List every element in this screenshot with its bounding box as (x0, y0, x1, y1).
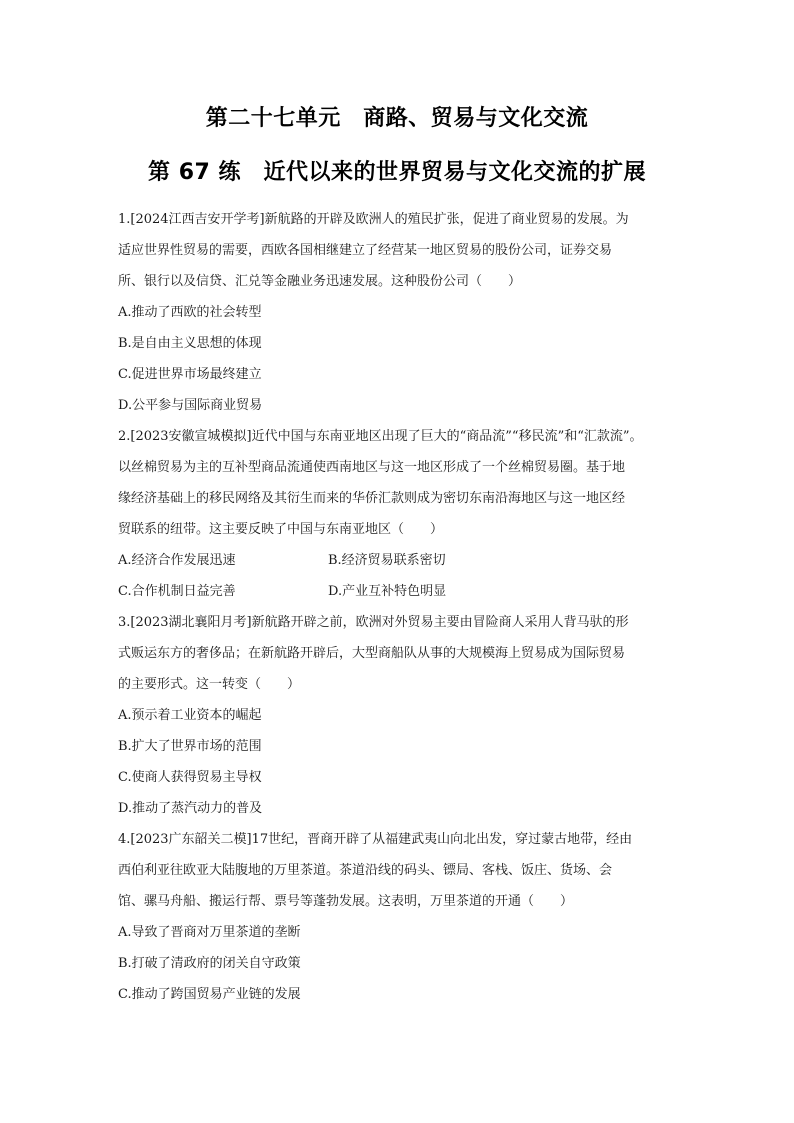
question-stem-line: 式贩运东方的奢侈品；在新航路开辟后，大型商船队从事的大规模海上贸易成为国际贸易 (118, 646, 626, 661)
option-d: D.产业互补特色明显 (328, 584, 447, 599)
option-d: D.公平参与国际商业贸易 (118, 398, 263, 413)
option-b: B.是自由主义思想的体现 (118, 336, 262, 351)
question-3 (118, 607, 678, 824)
question-stem-line: 缘经济基础上的移民网络及其衍生而来的华侨汇款则成为密切东南沿海地区与这一地区经 (118, 491, 626, 506)
question-stem-line: 所、银行以及信贷、汇兑等金融业务迅速发展。这种股份公司（ ） (118, 274, 522, 289)
option-c: C.使商人获得贸易主导权 (118, 770, 262, 785)
question-stem-line: 适应世界性贸易的需要，西欧各国相继建立了经营某一地区贸易的股份公司，证券交易 (118, 243, 613, 258)
question-stem-line: 2.[2023安徽宣城模拟]近代中国与东南亚地区出现了巨大的“商品流”“移民流”和“汇款流”。 (118, 429, 643, 444)
option-b: B.经济贸易联系密切 (328, 553, 446, 568)
option-d: D.推动了蒸汽动力的普及 (118, 801, 263, 816)
option-a: A.预示着工业资本的崛起 (118, 708, 262, 723)
question-list (118, 204, 678, 1010)
unit-title: 第二十七单元 商路、贸易与文化交流 (205, 106, 589, 131)
question-4 (118, 824, 678, 1010)
question-stem-line: 以丝棉贸易为主的互补型商品流通使西南地区与这一地区形成了一个丝棉贸易圈。基于地 (118, 460, 626, 475)
question-stem-line: 4.[2023广东韶关二模]17世纪，晋商开辟了从福建武夷山向北出发，穿过蒙古地带，经由 (118, 832, 633, 847)
question-1 (118, 204, 678, 421)
option-a: A.导致了晋商对万里茶道的垄断 (118, 925, 301, 940)
option-b: B.扩大了世界市场的范围 (118, 739, 262, 754)
question-stem-line: 西伯利亚往欧亚大陆腹地的万里茶道。茶道沿线的码头、镖局、客栈、饭庄、货场、会 (118, 863, 613, 878)
option-c: C.推动了跨国贸易产业链的发展 (118, 987, 301, 1002)
option-c: C.合作机制日益完善 (118, 584, 236, 599)
option-row (118, 576, 678, 607)
option-row (118, 545, 678, 576)
question-stem-line: 3.[2023湖北襄阳月考]新航路开辟之前，欧洲对外贸易主要由冒险商人采用人背马驮的形 (118, 615, 629, 630)
question-stem-line: 馆、骡马舟船、搬运行帮、票号等蓬勃发展。这表明，万里茶道的开通（ ） (118, 894, 574, 909)
option-a: A.经济合作发展迅速 (118, 553, 236, 568)
question-stem-line: 贸联系的纽带。这主要反映了中国与东南亚地区（ ） (118, 522, 444, 537)
option-a: A.推动了西欧的社会转型 (118, 305, 262, 320)
question-2 (118, 421, 678, 607)
question-stem-line: 的主要形式。这一转变（ ） (118, 677, 301, 692)
option-b: B.打破了清政府的闭关自守政策 (118, 956, 301, 971)
lesson-title: 第 67 练 近代以来的世界贸易与文化交流的扩展 (148, 160, 646, 185)
question-stem-line: 1.[2024江西吉安开学考]新航路的开辟及欧洲人的殖民扩张，促进了商业贸易的发展。为 (118, 212, 629, 227)
option-c: C.促进世界市场最终建立 (118, 367, 262, 382)
